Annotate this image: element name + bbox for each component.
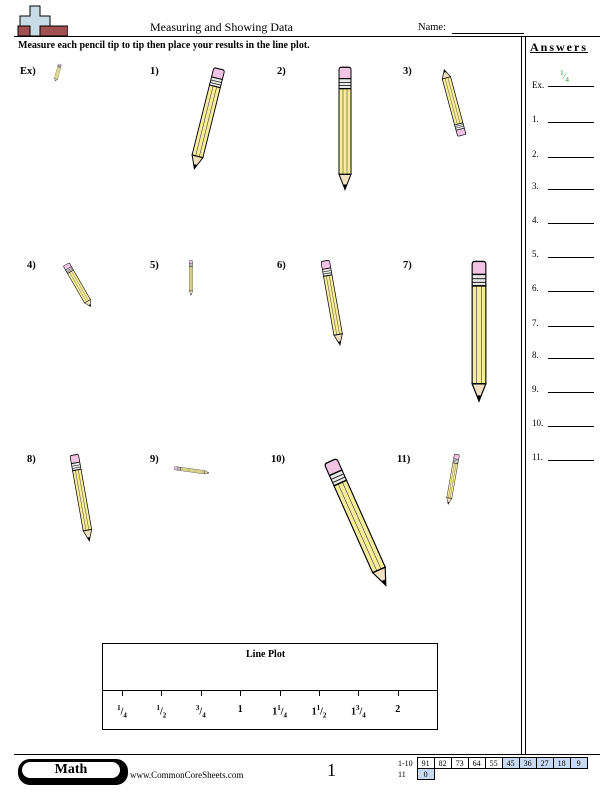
score-row-label: 11 [398, 769, 406, 779]
answer-label-4: 4. [532, 215, 539, 225]
pencil-1 [189, 68, 225, 171]
score-cell: 18 [553, 758, 570, 769]
answer-label-10: 10. [532, 418, 544, 428]
score-cell: 73 [451, 758, 468, 769]
answer-label-9: 9. [532, 384, 539, 394]
pencil-10 [324, 458, 392, 589]
page-number: 1 [327, 760, 336, 780]
line-plot-tick-label: $1^1/_4$ [272, 704, 287, 720]
line-plot-tick [201, 690, 202, 696]
problem-label-1: 1) [150, 66, 159, 77]
answer-label-7: 7. [532, 318, 539, 328]
problem-label-ex: Ex) [20, 66, 36, 77]
website-text: www.CommonCoreSheets.com [130, 770, 244, 780]
line-plot-tick-label: $1^3/_4$ [351, 704, 366, 720]
score-cell: 45 [502, 758, 519, 769]
answer-label-ex: Ex. [532, 80, 545, 90]
problem-label-10: 10) [271, 454, 285, 465]
line-plot-tick [161, 690, 162, 696]
line-plot-tick [358, 690, 359, 696]
answer-label-2: 2. [532, 149, 539, 159]
pencil-6 [321, 260, 344, 346]
score-cell: 55 [485, 758, 502, 769]
score-cell: 64 [468, 758, 485, 769]
line-plot-tick [122, 690, 123, 696]
page-title: Measuring and Showing Data [150, 20, 293, 34]
pencil-ex [54, 64, 62, 82]
line-plot-tick-label: 2 [395, 704, 401, 715]
example-answer: $^1⁄_4$ [560, 68, 570, 84]
pencil-7 [472, 261, 486, 402]
problem-label-9: 9) [150, 454, 159, 465]
footer-divider [14, 754, 600, 755]
pencil-9 [174, 466, 209, 474]
score-cell: 36 [519, 758, 536, 769]
score-cell: 91 [417, 758, 434, 769]
line-plot-tick-label: $^1/_4$ [117, 704, 127, 720]
pencil-4 [63, 263, 93, 309]
pencil-5 [189, 260, 192, 295]
pencil-3 [440, 68, 466, 136]
problem-label-8: 8) [27, 454, 36, 465]
answer-label-5: 5. [532, 249, 539, 259]
line-plot-tick-label: $1^1/_2$ [311, 704, 327, 720]
problem-label-11: 11) [397, 454, 411, 465]
pencil-2 [339, 67, 351, 190]
line-plot-tick-label: $^3/_4$ [195, 704, 206, 720]
subject-badge-label: Math [22, 762, 120, 778]
answer-label-3: 3. [532, 181, 539, 191]
line-plot-tick-label: 1 [237, 704, 243, 715]
score-cell: 9 [570, 758, 587, 769]
problem-label-7: 7) [403, 260, 412, 271]
answer-label-1: 1. [532, 114, 539, 124]
line-plot-tick-label: $^1/_2$ [156, 704, 167, 720]
problem-label-3: 3) [403, 66, 412, 77]
score-row-label: 1-10 [398, 758, 413, 768]
name-label: Name: [418, 22, 446, 33]
instructions: Measure each pencil tip to tip then place your results in the line plot. [18, 40, 310, 51]
score-table [396, 757, 588, 780]
line-plot-tick [398, 690, 399, 696]
answer-label-11: 11. [532, 452, 543, 462]
line-plot-axis [102, 690, 438, 691]
line-plot-tick [319, 690, 320, 696]
answer-label-6: 6. [532, 283, 539, 293]
line-plot-tick [240, 690, 241, 696]
problem-label-5: 5) [150, 260, 159, 271]
answers-heading: Answers [530, 40, 588, 54]
score-cell: 82 [434, 758, 451, 769]
pencil-11 [446, 454, 460, 505]
problem-label-2: 2) [277, 66, 286, 77]
line-plot-title: Line Plot [246, 649, 286, 660]
problem-label-6: 6) [277, 260, 286, 271]
pencil-8 [70, 454, 94, 542]
score-cell: 27 [536, 758, 553, 769]
line-plot-tick [280, 690, 281, 696]
answer-label-8: 8. [532, 350, 539, 360]
problem-label-4: 4) [27, 260, 36, 271]
score-cell: 0 [417, 769, 434, 780]
